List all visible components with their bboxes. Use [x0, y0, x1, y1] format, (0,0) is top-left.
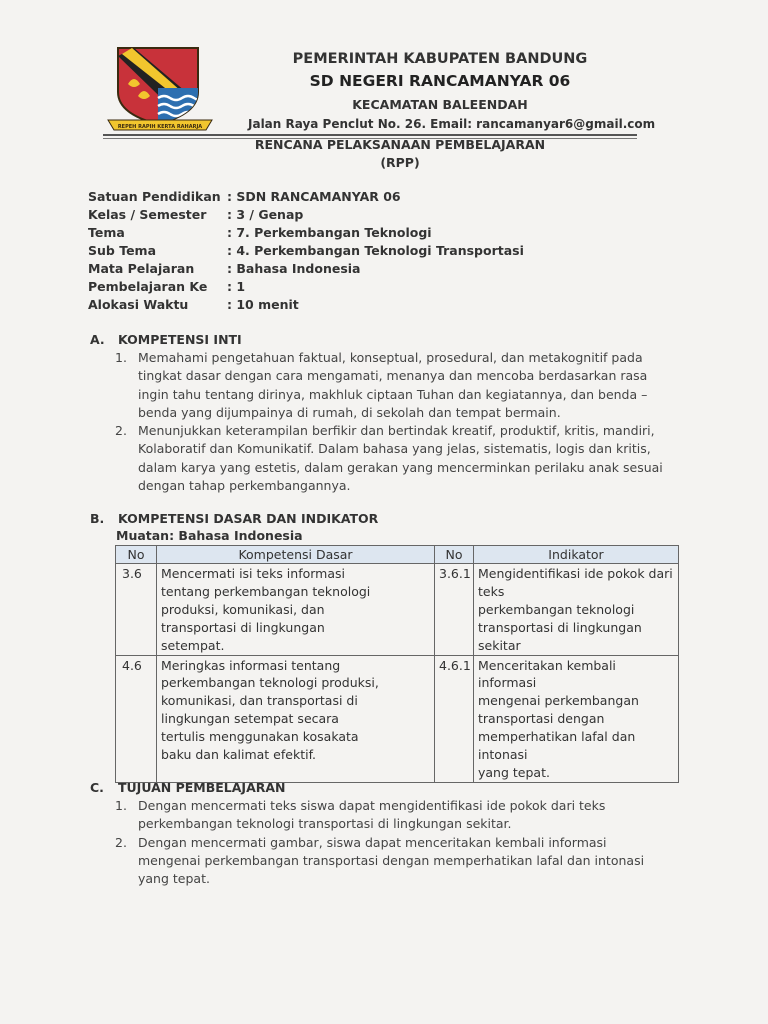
- list-item: [115, 349, 675, 422]
- school-address: Jalan Raya Penclut No. 26. Email: rancamanyar6@gmail.com: [248, 117, 656, 131]
- cell-line: tentang perkembangan teknologi: [161, 583, 371, 599]
- identity-value: : 4. Perkembangan Teknologi Transportasi: [227, 243, 524, 258]
- list-item: [115, 834, 675, 889]
- list-line: Dengan mencermati teks siswa dapat mengidentifikasi ide pokok dari teks: [138, 798, 606, 813]
- kd-text-cell: [157, 564, 435, 656]
- list-line: Kolaboratif dan Komunikatif. Dalam bahasa yang jelas, sistematis, logis dan kritis,: [138, 441, 651, 457]
- letterhead-rule: [103, 134, 637, 136]
- table-header: No: [116, 546, 157, 564]
- list-line: Dengan mencermati gambar, siswa dapat menceritakan kembali informasi: [138, 834, 607, 850]
- identity-key: Mata Pelajaran: [88, 261, 195, 276]
- identity-value: : SDN RANCAMANYAR 06: [227, 189, 401, 204]
- kd-number-cell: 3.6: [116, 564, 157, 656]
- document-title: RENCANA PELAKSANAAN PEMBELAJARAN: [254, 137, 546, 152]
- list-line: dengan tahap perkembangannya.: [138, 478, 351, 494]
- list-line: tingkat dasar dengan cara mengamati, menanya dan mencoba berdasarkan rasa: [138, 368, 648, 384]
- table-row: [116, 655, 679, 782]
- identity-value: : 3 / Genap: [227, 207, 304, 222]
- section-title: KOMPETENSI INTI: [118, 332, 242, 347]
- indicator-text-cell: [474, 564, 679, 656]
- cell-line: transportasi di lingkungan: [161, 619, 325, 635]
- list-number: 1.: [115, 350, 127, 365]
- list-line: ingin tahu tentang dirinya, makhluk ciptaan Tuhan dan kegiatannya, dan benda –: [138, 386, 648, 402]
- kompetensi-inti-list: [115, 349, 675, 495]
- svg-text:REPEH RAPIH KERTA RAHARJA: REPEH RAPIH KERTA RAHARJA: [117, 124, 203, 130]
- section-letter: C.: [90, 780, 104, 795]
- document-subtitle: (RPP): [380, 155, 420, 170]
- identity-value: : Bahasa Indonesia: [227, 261, 361, 276]
- identity-value: : 10 menit: [227, 297, 299, 312]
- kd-number-cell: 4.6: [116, 655, 157, 782]
- table-header: Kompetensi Dasar: [157, 546, 435, 564]
- kd-text-cell: [157, 655, 435, 782]
- indicator-number-cell: 4.6.1: [435, 655, 474, 782]
- list-line: Memahami pengetahuan faktual, konseptual, prosedural, dan metakognitif pada: [138, 350, 643, 365]
- list-line: perkembangan teknologi transportasi di lingkungan sekitar.: [138, 816, 512, 832]
- cell-line: setempat.: [161, 637, 225, 653]
- list-line: mengenai perkembangan transportasi dengan memperhatikan lafal dan intonasi: [138, 852, 645, 868]
- identity-key: Satuan Pendidikan: [88, 189, 221, 204]
- list-number: 2.: [115, 423, 127, 439]
- list-number: 2.: [115, 834, 127, 850]
- list-line: yang tepat.: [138, 871, 210, 887]
- indicator-number-cell: 3.6.1: [435, 564, 474, 656]
- cell-line: Meringkas informasi tentang: [161, 657, 341, 673]
- bandung-crest-logo: [104, 44, 216, 136]
- list-item: [115, 797, 675, 834]
- muatan-label: Muatan: Bahasa Indonesia: [116, 528, 303, 543]
- table-header: Indikator: [474, 546, 679, 564]
- identity-key: Tema: [88, 225, 125, 240]
- list-number: 1.: [115, 798, 127, 813]
- government-name: PEMERINTAH KABUPATEN BANDUNG: [292, 51, 588, 67]
- cell-line: Mengidentifikasi ide pokok dari teks: [478, 566, 673, 599]
- section-letter: B.: [90, 511, 105, 526]
- section-title: TUJUAN PEMBELAJARAN: [118, 780, 286, 795]
- table-header: No: [435, 546, 474, 564]
- cell-line: mengenai perkembangan: [478, 693, 639, 709]
- cell-line: perkembangan teknologi: [478, 601, 635, 617]
- section-title: KOMPETENSI DASAR DAN INDIKATOR: [118, 511, 379, 526]
- identity-key: Kelas / Semester: [88, 207, 207, 222]
- cell-line: baku dan kalimat efektif.: [161, 747, 317, 763]
- list-line: dalam karya yang estetis, dalam gerakan yang mencerminkan perilaku anak sesuai: [138, 459, 663, 475]
- cell-line: transportasi dengan: [478, 711, 605, 727]
- list-item: [115, 422, 675, 495]
- section-letter: A.: [90, 332, 105, 347]
- district-name: KECAMATAN BALEENDAH: [352, 97, 528, 112]
- cell-line: transportasi di lingkungan sekitar: [478, 619, 642, 653]
- identity-key: Alokasi Waktu: [88, 297, 189, 312]
- indicator-text-cell: [474, 655, 679, 782]
- cell-line: lingkungan setempat secara: [161, 711, 339, 727]
- list-line: benda yang dijumpainya di rumah, di sekolah dan tempat bermain.: [138, 404, 561, 420]
- cell-line: komunikasi, dan transportasi di: [161, 693, 358, 709]
- cell-line: tertulis menggunakan kosakata: [161, 729, 359, 745]
- list-line: Menunjukkan keterampilan berfikir dan bertindak kreatif, produktif, kritis, mandiri,: [138, 423, 655, 439]
- identity-value: : 7. Perkembangan Teknologi: [227, 225, 432, 240]
- cell-line: Mencermati isi teks informasi: [161, 566, 345, 581]
- cell-line: perkembangan teknologi produksi,: [161, 675, 379, 691]
- kompetensi-table: [115, 545, 679, 783]
- tujuan-list: [115, 797, 675, 888]
- table-header-row: [116, 546, 679, 564]
- identity-key: Sub Tema: [88, 243, 157, 258]
- school-name: SD NEGERI RANCAMANYAR 06: [309, 72, 571, 90]
- identity-value: : 1: [227, 279, 246, 294]
- cell-line: memperhatikan lafal dan intonasi: [478, 729, 636, 763]
- identity-key: Pembelajaran Ke: [88, 279, 208, 294]
- cell-line: Menceritakan kembali informasi: [478, 657, 616, 691]
- cell-line: yang tepat.: [478, 764, 550, 780]
- cell-line: produksi, komunikasi, dan: [161, 601, 325, 617]
- table-row: [116, 564, 679, 656]
